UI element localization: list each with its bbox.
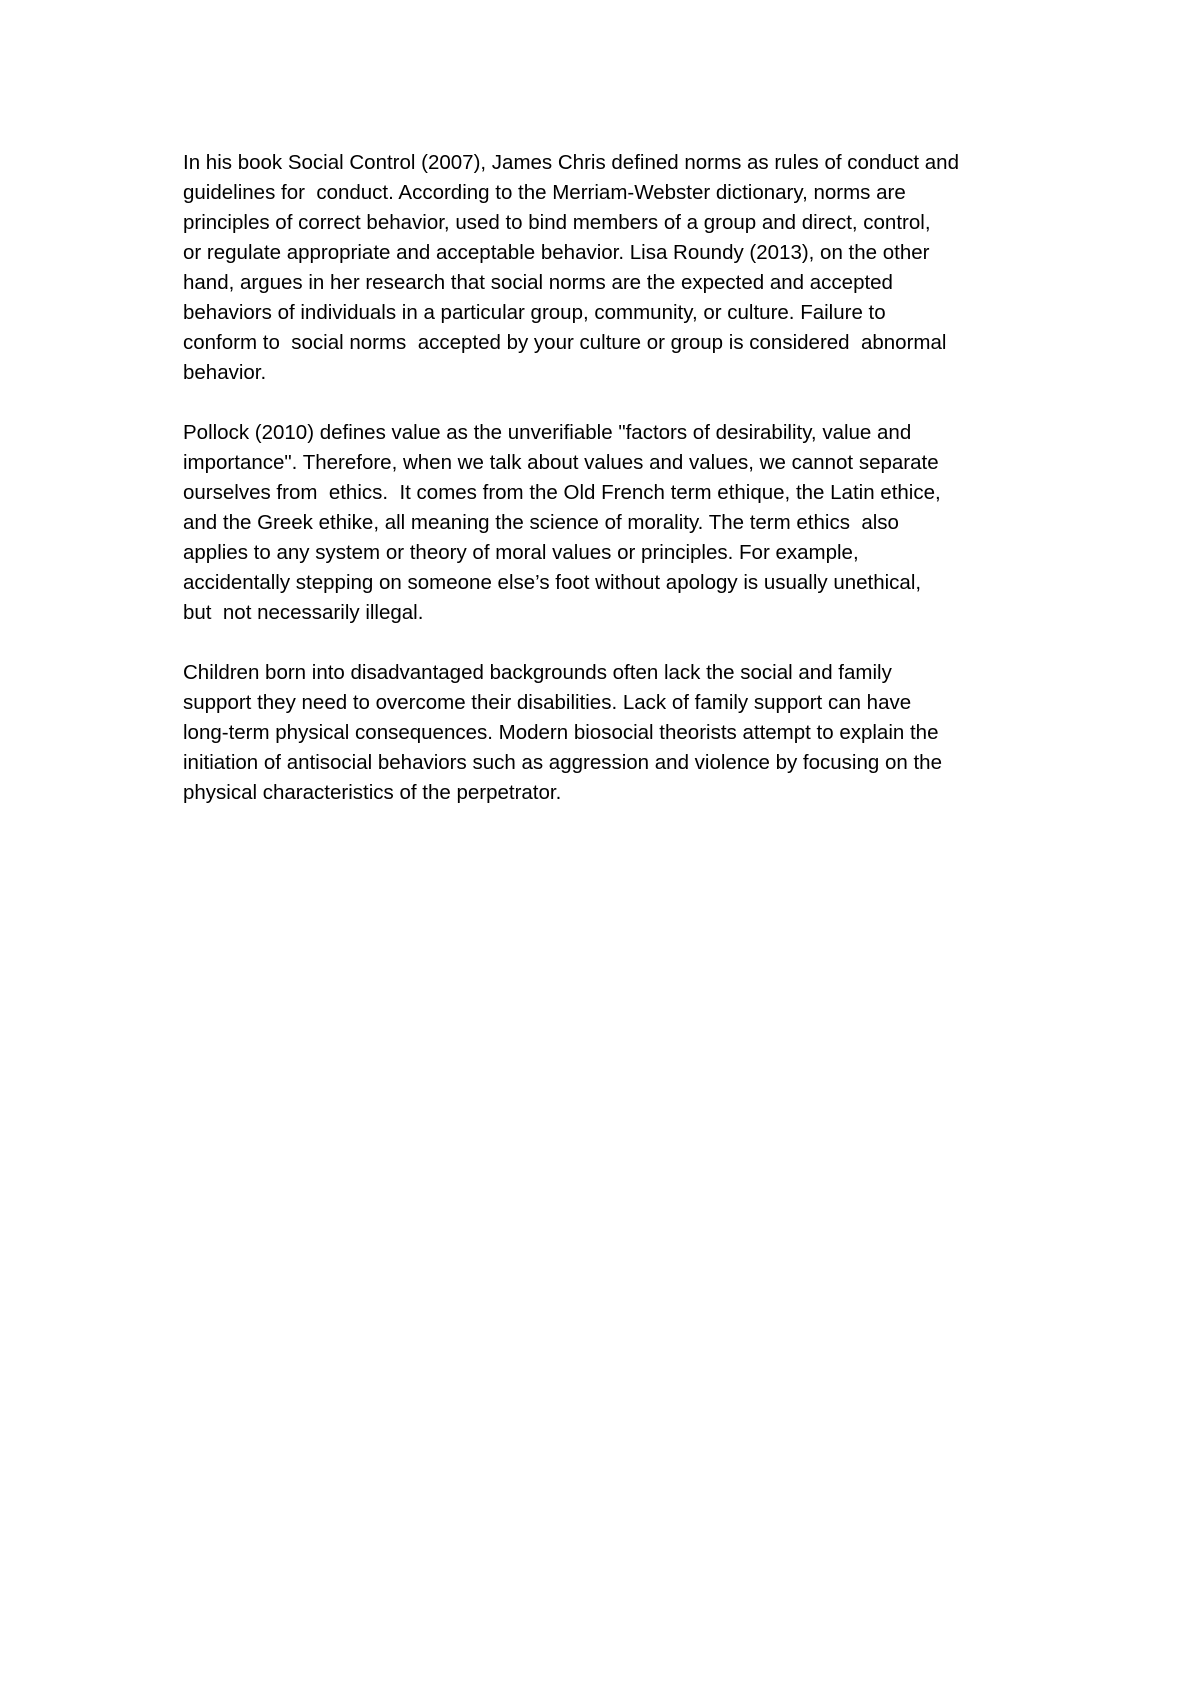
text-line: accidentally stepping on someone else’s foot without apology is usually unethical, [183, 571, 922, 594]
text-line: or regulate appropriate and acceptable behavior. Lisa Roundy (2013), on the other [183, 241, 930, 264]
text-line: In his book Social Control (2007), James Chris defined norms as rules of conduct and [183, 151, 959, 174]
document-body [183, 148, 1023, 838]
text-line: hand, argues in her research that social norms are the expected and accepted [183, 271, 893, 294]
text-line: Pollock (2010) defines value as the unverifiable "factors of desirability, value and [183, 421, 912, 444]
text-line: support they need to overcome their disabilities. Lack of family support can have [183, 691, 912, 714]
text-line: behavior. [183, 361, 267, 384]
paragraph-social-norms [183, 148, 1023, 388]
text-line: long-term physical consequences. Modern biosocial theorists attempt to explain the [183, 721, 939, 744]
text-line: but not necessarily illegal. [183, 601, 424, 624]
text-line: and the Greek ethike, all meaning the science of morality. The term ethics also [183, 511, 899, 534]
paragraph-values-ethics [183, 418, 1023, 628]
text-line: ourselves from ethics. It comes from the Old French term ethique, the Latin ethice, [183, 481, 941, 504]
text-line: principles of correct behavior, used to bind members of a group and direct, control, [183, 211, 931, 234]
text-line: Children born into disadvantaged backgrounds often lack the social and family [183, 661, 892, 684]
text-line: behaviors of individuals in a particular group, community, or culture. Failure to [183, 301, 886, 324]
paragraph-biosocial [183, 658, 1023, 808]
text-line: applies to any system or theory of moral values or principles. For example, [183, 541, 859, 564]
text-line: physical characteristics of the perpetrator. [183, 781, 562, 804]
text-line: conform to social norms accepted by your culture or group is considered abnormal [183, 331, 947, 354]
text-line: guidelines for conduct. According to the Merriam-Webster dictionary, norms are [183, 181, 906, 204]
text-line: importance". Therefore, when we talk about values and values, we cannot separate [183, 451, 939, 474]
text-line: initiation of antisocial behaviors such as aggression and violence by focusing on the [183, 751, 942, 774]
